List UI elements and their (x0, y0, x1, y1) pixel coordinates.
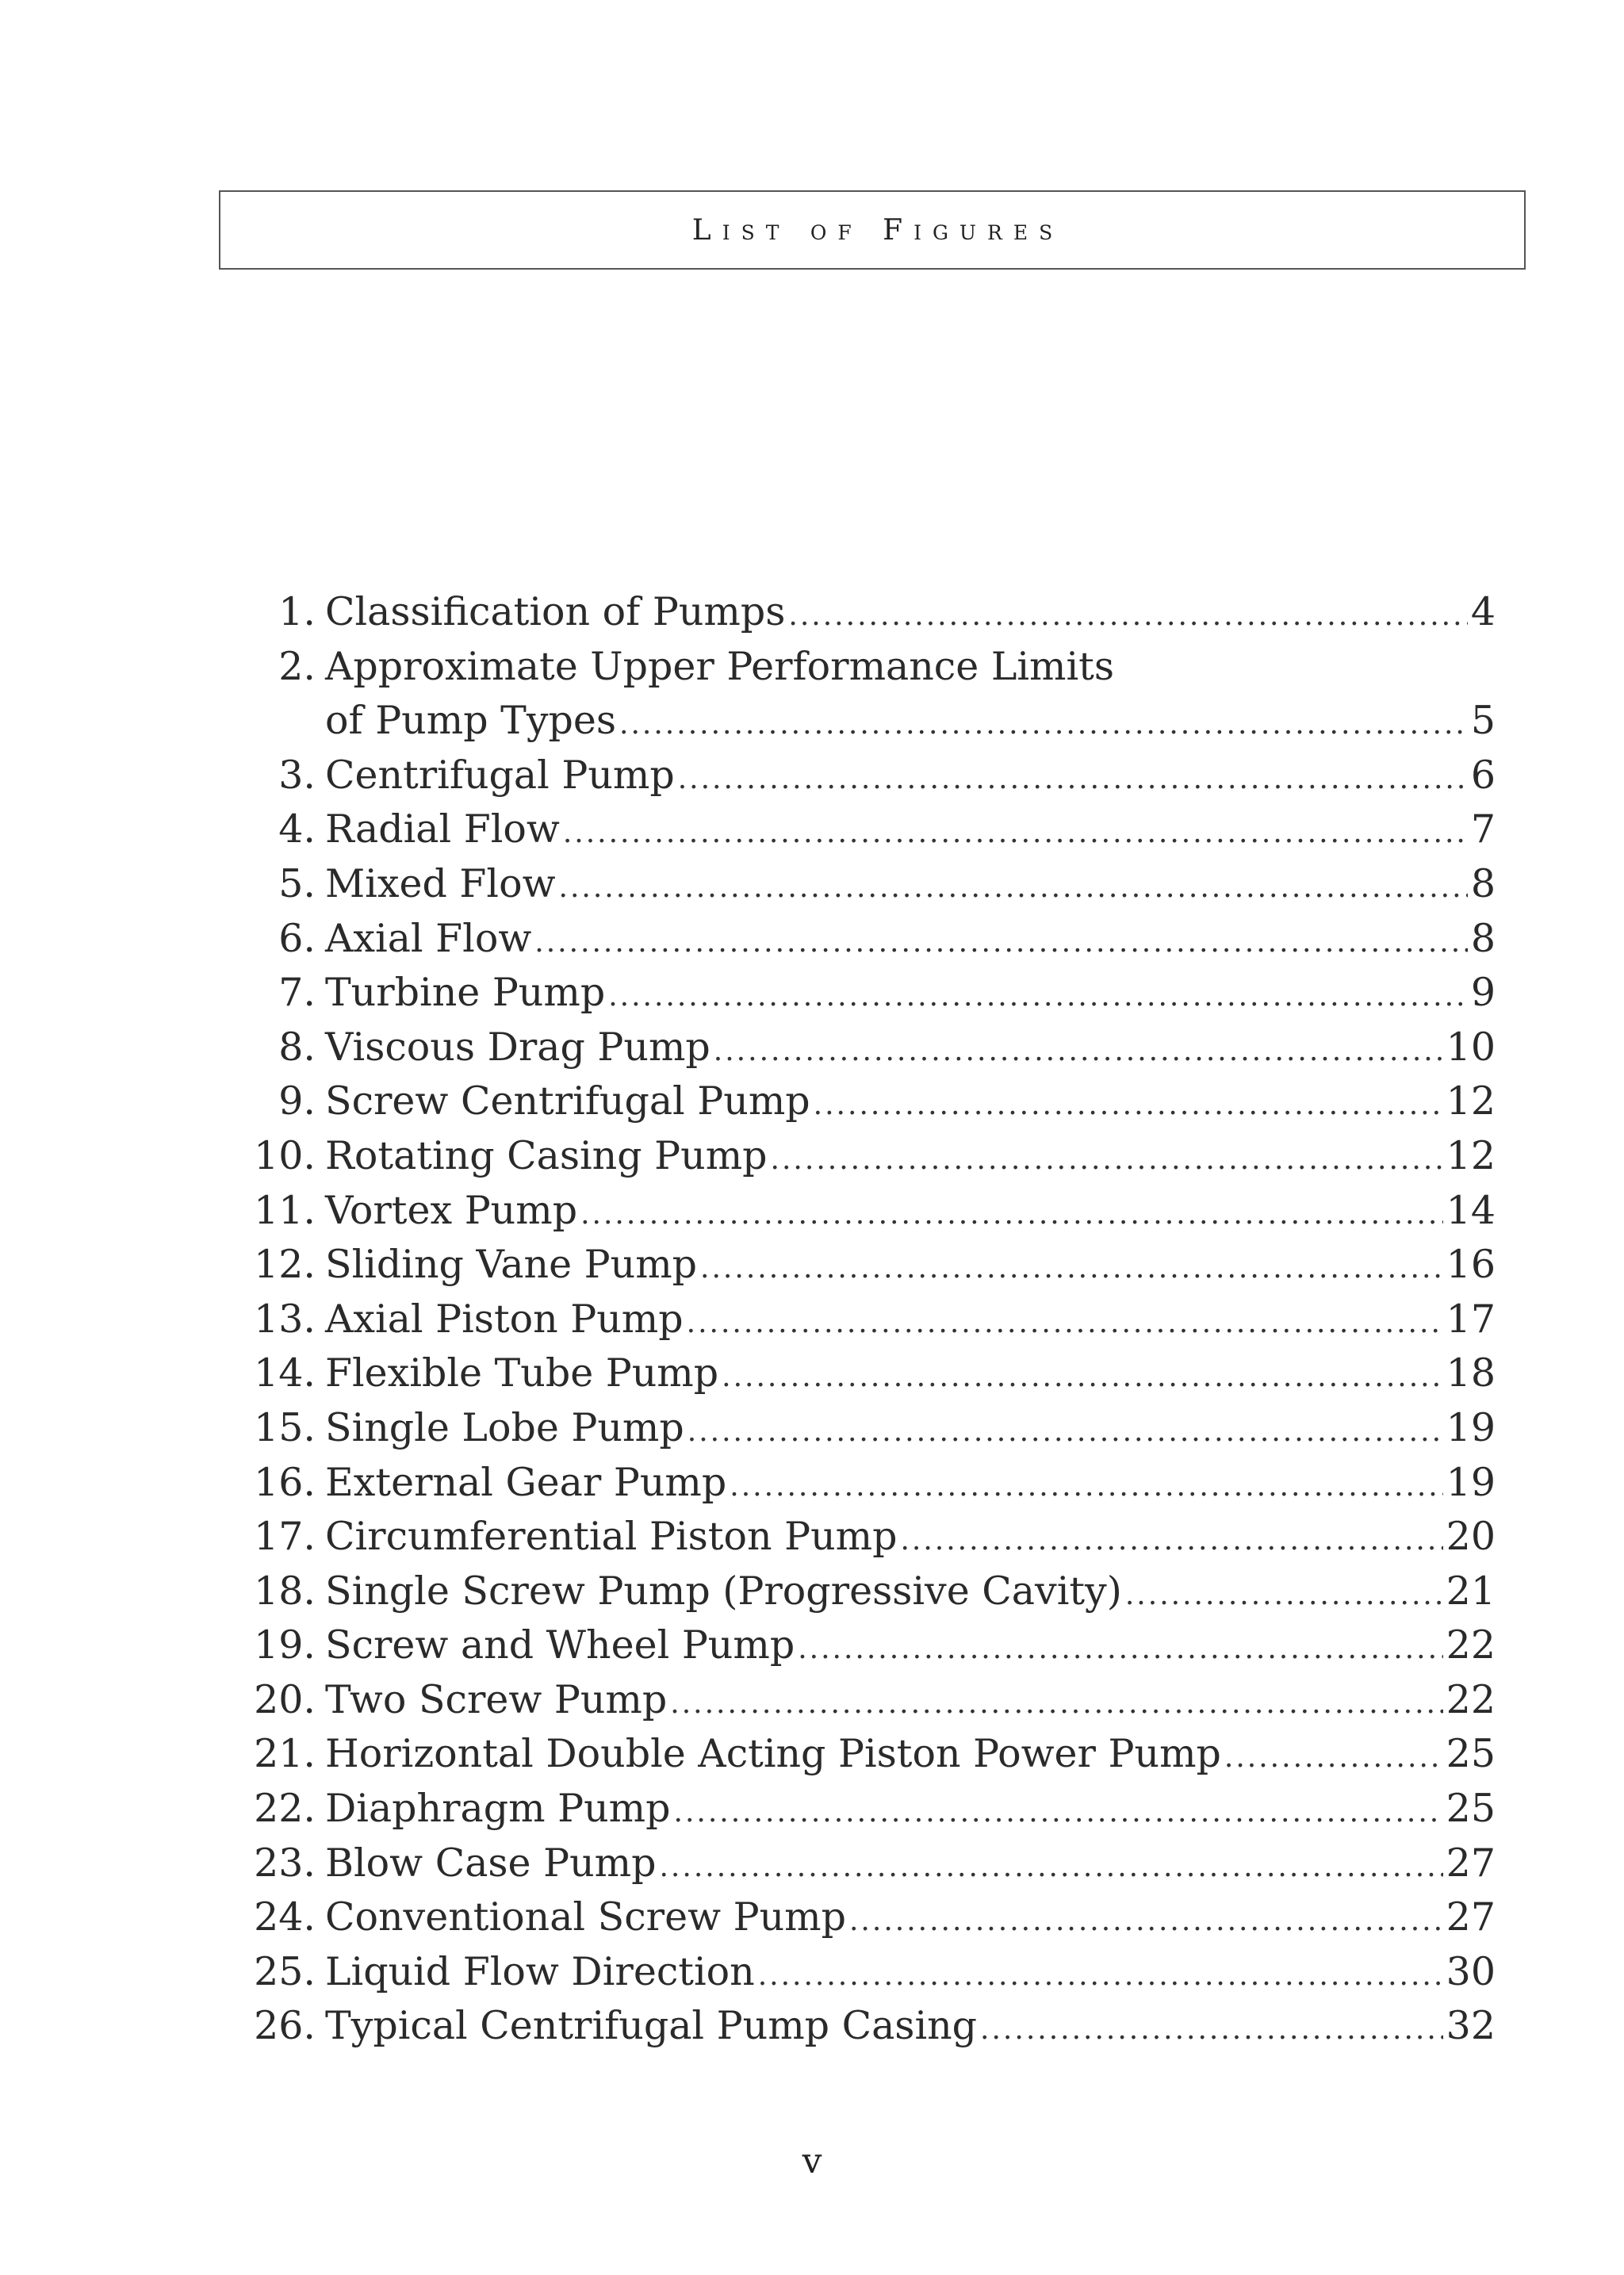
figure-number: 12. (254, 1242, 316, 1288)
dot-leader (1125, 1568, 1443, 1623)
figure-entry-second-line (230, 694, 1496, 749)
figure-page-number: 8 (1470, 915, 1496, 961)
figure-entry[interactable] (230, 1456, 1496, 1511)
figure-entry[interactable] (230, 1999, 1496, 2054)
figure-title: Single Lobe Pump (325, 1404, 684, 1450)
figure-title: Conventional Screw Pump (325, 1894, 846, 1940)
figure-number: 19. (254, 1622, 316, 1668)
figure-title: Rotating Casing Pump (325, 1132, 768, 1178)
figure-list (230, 585, 1496, 2054)
dot-leader (730, 1460, 1442, 1515)
figure-title-continued: of Pump Types (325, 698, 617, 744)
figure-entry[interactable] (230, 1238, 1496, 1293)
figure-number: 13. (254, 1296, 316, 1342)
figure-title: Single Screw Pump (Progressive Cavity) (325, 1568, 1122, 1614)
figure-page-number: 27 (1446, 1894, 1496, 1940)
figure-entry[interactable] (230, 1890, 1496, 1945)
figure-page-number: 18 (1446, 1350, 1496, 1396)
figure-page-number: 19 (1446, 1459, 1496, 1505)
figure-number: 20. (254, 1676, 316, 1722)
figure-page-number: 12 (1446, 1132, 1496, 1178)
dot-leader (700, 1242, 1443, 1296)
dot-leader (563, 806, 1468, 861)
figure-entry[interactable] (230, 1836, 1496, 1891)
figure-number: 25. (254, 1948, 316, 1994)
dot-leader (722, 1350, 1443, 1405)
figure-page-number: 19 (1446, 1404, 1496, 1450)
dot-leader (814, 1078, 1443, 1133)
figure-title: Horizontal Double Acting Piston Power Pump (325, 1731, 1221, 1777)
figure-number: 2. (278, 643, 316, 689)
figure-page-number: 14 (1446, 1187, 1496, 1233)
dot-leader (980, 2003, 1443, 2058)
dot-leader (659, 1840, 1442, 1895)
figure-entry[interactable] (230, 912, 1496, 967)
figure-title: Flexible Tube Pump (325, 1350, 719, 1396)
dot-leader (758, 1949, 1443, 2004)
figure-page-number: 8 (1470, 860, 1496, 906)
figure-page-number: 9 (1470, 970, 1496, 1016)
dot-leader (771, 1133, 1443, 1188)
figure-page-number: 22 (1446, 1622, 1496, 1668)
dot-leader (688, 1405, 1443, 1460)
figure-number: 9. (278, 1078, 316, 1124)
figure-entry[interactable] (230, 1673, 1496, 1728)
figure-number: 22. (254, 1786, 316, 1832)
figure-entry[interactable] (230, 585, 1496, 640)
figure-page-number: 12 (1446, 1078, 1496, 1124)
figure-entry[interactable] (230, 640, 1496, 749)
figure-page-number: 10 (1446, 1024, 1496, 1070)
dot-leader (714, 1025, 1443, 1079)
figure-number: 11. (254, 1187, 316, 1233)
figure-entry[interactable] (230, 1293, 1496, 1347)
figure-title: Axial Piston Pump (325, 1296, 684, 1342)
figure-title: Approximate Upper Performance Limits (325, 643, 1115, 689)
figure-entry[interactable] (230, 1618, 1496, 1673)
figure-entry[interactable] (230, 1782, 1496, 1836)
figure-title: Viscous Drag Pump (325, 1024, 710, 1070)
figure-title: Screw and Wheel Pump (325, 1622, 795, 1668)
figure-entry[interactable] (230, 1945, 1496, 2000)
figure-title: Screw Centrifugal Pump (325, 1078, 810, 1124)
figure-page-number: 6 (1470, 752, 1496, 798)
dot-leader (580, 1188, 1443, 1243)
figure-title: Radial Flow (325, 806, 560, 852)
figure-title: Liquid Flow Direction (325, 1948, 755, 1994)
figure-title: Vortex Pump (325, 1187, 578, 1233)
figure-title: Turbine Pump (325, 970, 606, 1016)
figure-number: 14. (254, 1350, 316, 1396)
figure-entry-first-line (230, 640, 1496, 695)
figure-entry[interactable] (230, 1184, 1496, 1239)
figure-title: Circumferential Piston Pump (325, 1514, 898, 1560)
figure-title: Typical Centrifugal Pump Casing (325, 2003, 978, 2049)
figure-page-number: 20 (1446, 1514, 1496, 1560)
figure-entry[interactable] (230, 966, 1496, 1021)
figure-entry[interactable] (230, 1510, 1496, 1565)
figure-number: 6. (278, 915, 316, 961)
figure-page-number: 25 (1446, 1731, 1496, 1777)
figure-title: Blow Case Pump (325, 1840, 657, 1886)
figure-entry[interactable] (230, 1074, 1496, 1129)
figure-title: Sliding Vane Pump (325, 1242, 698, 1288)
figure-number: 5. (278, 860, 316, 906)
figure-number: 4. (278, 806, 316, 852)
dot-leader (674, 1786, 1443, 1840)
figure-entry[interactable] (230, 857, 1496, 912)
figure-number: 8. (278, 1024, 316, 1070)
dot-leader (678, 753, 1468, 807)
figure-number: 1. (278, 589, 316, 634)
figure-title: Mixed Flow (325, 860, 556, 906)
dot-leader (534, 916, 1468, 971)
figure-page-number: 22 (1446, 1676, 1496, 1722)
figure-entry[interactable] (230, 749, 1496, 803)
figure-page-number: 4 (1470, 589, 1496, 634)
figure-entry[interactable] (230, 1565, 1496, 1619)
figure-entry[interactable] (230, 1401, 1496, 1456)
dot-leader (1224, 1731, 1443, 1786)
dot-leader (849, 1894, 1443, 1949)
figure-title: Two Screw Pump (325, 1676, 668, 1722)
figure-number: 24. (254, 1894, 316, 1940)
dot-leader (559, 861, 1468, 916)
dot-leader (788, 589, 1467, 644)
figure-entry[interactable] (230, 1129, 1496, 1184)
figure-entry[interactable] (230, 1727, 1496, 1782)
figure-page-number: 7 (1470, 806, 1496, 852)
page-title: List of Figures (691, 213, 1064, 247)
figure-page-number: 30 (1446, 1948, 1496, 1994)
dot-leader (900, 1514, 1442, 1568)
figure-entry[interactable] (230, 802, 1496, 857)
figure-number: 17. (254, 1514, 316, 1560)
figure-page-number: 21 (1446, 1568, 1496, 1614)
figure-title: External Gear Pump (325, 1459, 727, 1505)
figure-page-number: 27 (1446, 1840, 1496, 1886)
figure-page-number: 32 (1446, 2003, 1496, 2049)
figure-page-number: 16 (1446, 1242, 1496, 1288)
title-box (219, 190, 1526, 270)
dot-leader (687, 1296, 1443, 1351)
figure-entry[interactable] (230, 1346, 1496, 1401)
dot-leader (608, 970, 1468, 1025)
figure-number: 10. (254, 1132, 316, 1178)
figure-number: 3. (278, 752, 316, 798)
figure-title: Diaphragm Pump (325, 1786, 671, 1832)
figure-title: Axial Flow (325, 915, 532, 961)
figure-number: 26. (254, 2003, 316, 2049)
figure-number: 7. (278, 970, 316, 1016)
dot-leader (670, 1677, 1442, 1732)
figure-title: Classification of Pumps (325, 589, 786, 634)
figure-number: 15. (254, 1404, 316, 1450)
page-folio: v (802, 2141, 822, 2181)
figure-page-number: 5 (1470, 698, 1496, 744)
figure-number: 16. (254, 1459, 316, 1505)
figure-number: 18. (254, 1568, 316, 1614)
figure-number: 23. (254, 1840, 316, 1886)
figure-page-number: 17 (1446, 1296, 1496, 1342)
figure-page-number: 25 (1446, 1786, 1496, 1832)
dot-leader (798, 1622, 1442, 1677)
dot-leader (619, 698, 1468, 753)
figure-number: 21. (254, 1731, 316, 1777)
figure-title: Centrifugal Pump (325, 752, 675, 798)
figure-entry[interactable] (230, 1021, 1496, 1075)
